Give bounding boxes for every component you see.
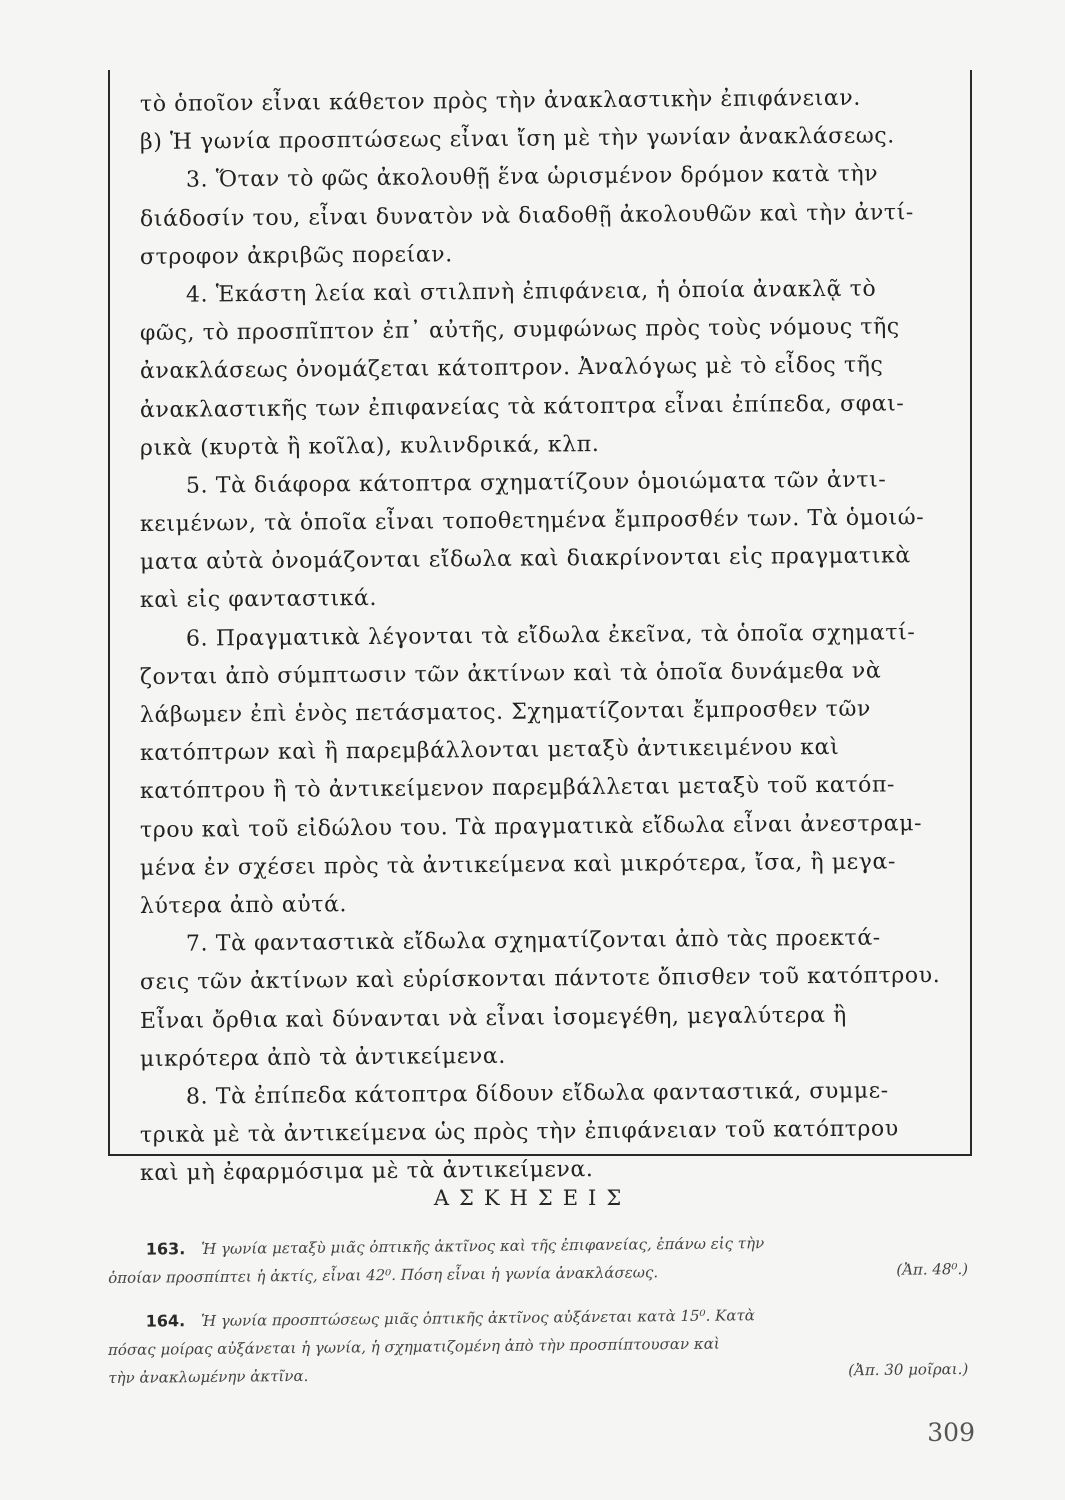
exercise-text: πόσας μοίρας αὐξάνεται ἡ γωνία, ἡ σχηματιζομένη ἀπὸ τὴν προσπίπτουσαν καὶ <box>107 1334 720 1359</box>
text-line: ματα αὐτὰ ὀνομάζονται εἴδωλα καὶ διακρίνονται εἰς πραγματικὰ <box>139 543 911 576</box>
exercise-answer: (Ἀπ. 30 μοῖραι.) <box>848 1359 969 1380</box>
text-line: κατόπτρου ἢ τὸ ἀντικείμενον παρεμβάλλεται μεταξὺ τοῦ κατόπ- <box>139 772 896 805</box>
text-line: 4. Ἑκάστη λεία καὶ στιλπνὴ ἐπιφάνεια, ἡ ὁποία ἀνακλᾷ τὸ <box>185 276 877 308</box>
exercise-number: 163. <box>145 1239 186 1259</box>
text-line: ρικὰ (κυρτὰ ἢ κοῖλα), κυλινδρικά, κλπ. <box>139 431 600 461</box>
text-line: τὸ ὁποῖον εἶναι κάθετον πρὸς τὴν ἀνακλαστικὴν ἐπιφάνειαν. <box>139 85 861 117</box>
exercise-answer: (Ἀπ. 48⁰.) <box>896 1259 969 1279</box>
text-line: στροφον ἀκριβῶς πορείαν. <box>139 242 453 270</box>
exercise-number: 164. <box>145 1311 186 1331</box>
page-number: 309 <box>927 1418 975 1447</box>
exercise-text: Ἡ γωνία μεταξὺ μιᾶς ὀπτικῆς ἀκτῖνος καὶ τῆς ἐπιφανείας, ἐπάνω εἰς τὴν <box>201 1234 765 1259</box>
text-line: 5. Τὰ διάφορα κάτοπτρα σχηματίζουν ὁμοιώματα τῶν ἀντι- <box>185 467 887 499</box>
exercise-text: ὁποίαν προσπίπτει ἡ ἀκτίς, εἶναι 42⁰. Πόση εἶναι ἡ γωνία ἀνακλάσεως. <box>108 1263 659 1287</box>
text-line: ζονται ἀπὸ σύμπτωσιν τῶν ἀκτίνων καὶ τὰ ὁποῖα δυνάμεθα νὰ <box>139 658 882 690</box>
exercise-163 <box>108 1227 975 1292</box>
text-line: τρικὰ μὲ τὰ ἀντικείμενα ὡς πρὸς τὴν ἐπιφάνειαν τοῦ κατόπτρου <box>139 1116 899 1149</box>
text-line: κατόπτρων καὶ ἢ παρεμβάλλονται μεταξὺ ἀντικειμένου καὶ <box>139 735 840 767</box>
text-line: ἀνακλαστικῆς των ἐπιφανείας τὰ κάτοπτρα εἶναι ἐπίπεδα, σφαι- <box>139 390 905 423</box>
text-line: ἀνακλάσεως ὀνομάζεται κάτοπτρον. Ἀναλόγως μὲ τὸ εἶδος τῆς <box>139 352 884 385</box>
text-line: 3. Ὅταν τὸ φῶς ἀκολουθῇ ἕνα ὡρισμένον δρόμον κατὰ τὴν <box>185 161 879 193</box>
text-line: Εἶναι ὄρθια καὶ δύνανται νὰ εἶναι ἰσομεγέθη, μεγαλύτερα ἢ <box>139 1002 847 1034</box>
text-line: φῶς, τὸ προσπῖπτον ἐπ᾽ αὐτῆς, συμφώνως πρὸς τοὺς νόμους τῆς <box>139 314 900 347</box>
text-line: καὶ εἰς φανταστικά. <box>139 586 378 614</box>
exercise-text: Ἡ γωνία προσπτώσεως μιᾶς ὀπτικῆς ἀκτῖνος αὐξάνεται κατὰ 15⁰. Κατὰ <box>201 1306 755 1331</box>
text-line: σεις τῶν ἀκτίνων καὶ εὑρίσκονται πάντοτε ὄπισθεν τοῦ κατόπτρου. <box>139 963 941 996</box>
text-line: λύτερα ἀπὸ αὐτά. <box>139 892 348 919</box>
text-line: 7. Τὰ φανταστικὰ εἴδωλα σχηματίζονται ἀπὸ τὰς προεκτά- <box>185 925 881 957</box>
text-line: κειμένων, τὰ ὁποῖα εἶναι τοποθετημένα ἔμπροσθέν των. Τὰ ὁμοιώ- <box>139 505 925 538</box>
exercises-heading: ΑΣΚΗΣΕΙΣ <box>433 1186 632 1210</box>
text-line: τρου καὶ τοῦ εἰδώλου του. Τὰ πραγματικὰ εἴδωλα εἶναι ἀνεστραμ- <box>139 810 923 843</box>
summary-text <box>140 86 940 1193</box>
text-line: διάδοσίν του, εἶναι δυνατὸν νὰ διαδοθῇ ἀκολουθῶν καὶ τὴν ἀντί- <box>139 199 915 232</box>
exercise-text: τὴν ἀνακλωμένην ἀκτῖνα. <box>108 1366 309 1387</box>
text-line: καὶ μὴ ἐφαρμόσιμα μὲ τὰ ἀντικείμενα. <box>139 1157 594 1187</box>
text-line: 8. Τὰ ἐπίπεδα κάτοπτρα δίδουν εἴδωλα φανταστικά, συμμε- <box>185 1078 889 1110</box>
text-line: λάβωμεν ἐπὶ ἑνὸς πετάσματος. Σχηματίζονται ἔμπροσθεν τῶν <box>139 696 872 728</box>
text-line: μικρότερα ἀπὸ τὰ ἀντικείμενα. <box>139 1043 506 1072</box>
text-line: β) Ἡ γωνία προσπτώσεως εἶναι ἴση μὲ τὴν γωνίαν ἀνακλάσεως. <box>139 123 895 156</box>
text-line: 6. Πραγματικὰ λέγονται τὰ εἴδωλα ἐκεῖνα, τὰ ὁποῖα σχηματί- <box>185 619 916 652</box>
exercise-164 <box>108 1299 975 1392</box>
text-line: μένα ἐν σχέσει πρὸς τὰ ἀντικείμενα καὶ μικρότερα, ἴσα, ἢ μεγα- <box>139 849 897 881</box>
